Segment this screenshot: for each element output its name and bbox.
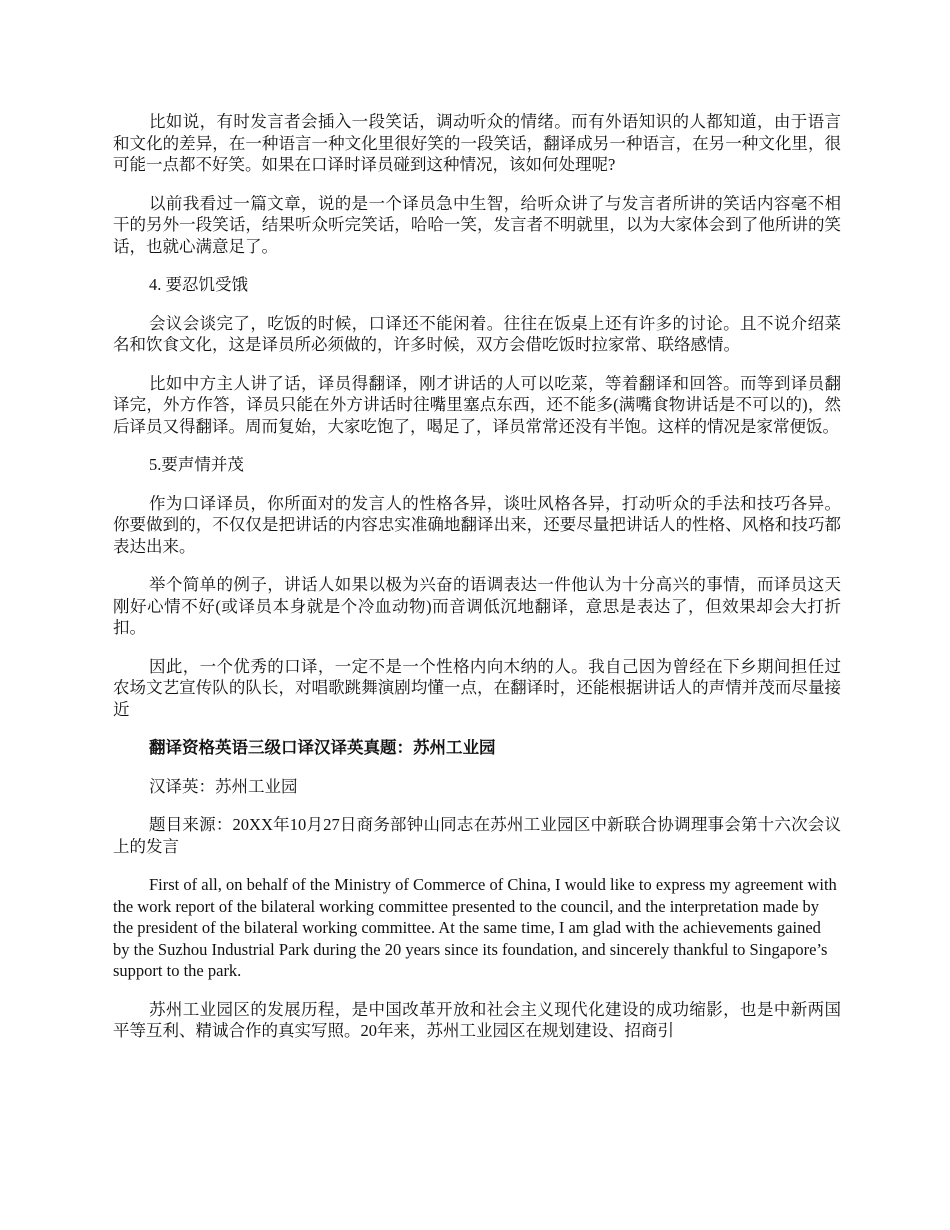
paragraph-english-translation: First of all, on behalf of the Ministry of Commerce of China, I would like to express my agreement with the work report of the bilateral working committee presented to the council, and the interpretation made by the president of the bilateral working committee. At the same time, I am glad with the achievements gained by the Suzhou Industrial Park during the 20 years since its foundation, and sincerely thankful to Singapore’s support to the park. bbox=[113, 875, 837, 980]
paragraph-subtitle: 汉译英：苏州工业园 bbox=[149, 776, 298, 796]
paragraph-meal-time: 会议会谈完了，吃饭的时候，口译还不能闲着。往往在饭桌上还有许多的讨论。且不说介绍菜名和饮食文化，这是译员所必须做的，许多时候，双方会借吃饭时拉家常、联络感情。 bbox=[113, 313, 841, 354]
article-heading: 翻译资格英语三级口译汉译英真题：苏州工业园 bbox=[149, 738, 496, 757]
paragraph-joke-story: 以前我看过一篇文章，说的是一个译员急中生智，给听众讲了与发言者所讲的笑话内容毫不相干的另外一段笑话，结果听众听完笑话，哈哈一笑，发言者不明就里，以为大家体会到了他所讲的笑话，也就心满意足了。 bbox=[113, 193, 841, 256]
paragraph-speaker-style: 作为口译译员，你所面对的发言人的性格各异，谈吐风格各异，打动听众的手法和技巧各异。你要做到的，不仅仅是把讲话的内容忠实准确地翻译出来，还要尽量把讲话人的性格、风格和技巧都表达出来。 bbox=[113, 493, 841, 556]
document-page bbox=[113, 111, 841, 1059]
paragraph-suzhou-park: 苏州工业园区的发展历程，是中国改革开放和社会主义现代化建设的成功缩影，也是中新两国平等互利、精诚合作的真实写照。20年来，苏州工业园区在规划建设、招商引 bbox=[113, 999, 841, 1040]
paragraph-meal-example: 比如中方主人讲了话，译员得翻译，刚才讲话的人可以吃菜，等着翻译和回答。而等到译员翻译完，外方作答，译员只能在外方讲话时往嘴里塞点东西，还不能多(满嘴食物讲话是不可以的)，然后译员又得翻译。周而复始，大家吃饱了，喝足了，译员常常还没有半饱。这样的情况是家常便饭。 bbox=[113, 373, 841, 436]
section-title-endure-hunger: 4. 要忍饥受饿 bbox=[149, 275, 248, 294]
paragraph-joke-intro: 比如说，有时发言者会插入一段笑话，调动听众的情绪。而有外语知识的人都知道，由于语言和文化的差异，在一种语言一种文化里很好笑的一段笑话，翻译成另一种语言，在另一种文化里，很可能一点都不好笑。如果在口译时译员碰到这种情况，该如何处理呢? bbox=[113, 112, 841, 174]
paragraph-good-interpreter: 因此，一个优秀的口译，一定不是一个性格内向木纳的人。我自己因为曾经在下乡期间担任过农场文艺宣传队的队长，对唱歌跳舞演剧均懂一点，在翻译时，还能根据讲话人的声情并茂而尽量接近 bbox=[113, 656, 841, 719]
section-title-expression: 5.要声情并茂 bbox=[149, 455, 244, 474]
paragraph-tone-example: 举个简单的例子，讲话人如果以极为兴奋的语调表达一件他认为十分高兴的事情，而译员这天刚好心情不好(或译员本身就是个冷血动物)而音调低沉地翻译，意思是表达了，但效果却会大打折扣。 bbox=[113, 575, 841, 637]
paragraph-source: 题目来源：20XX年10月27日商务部钟山同志在苏州工业园区中新联合协调理事会第十六次会议上的发言 bbox=[113, 815, 841, 856]
